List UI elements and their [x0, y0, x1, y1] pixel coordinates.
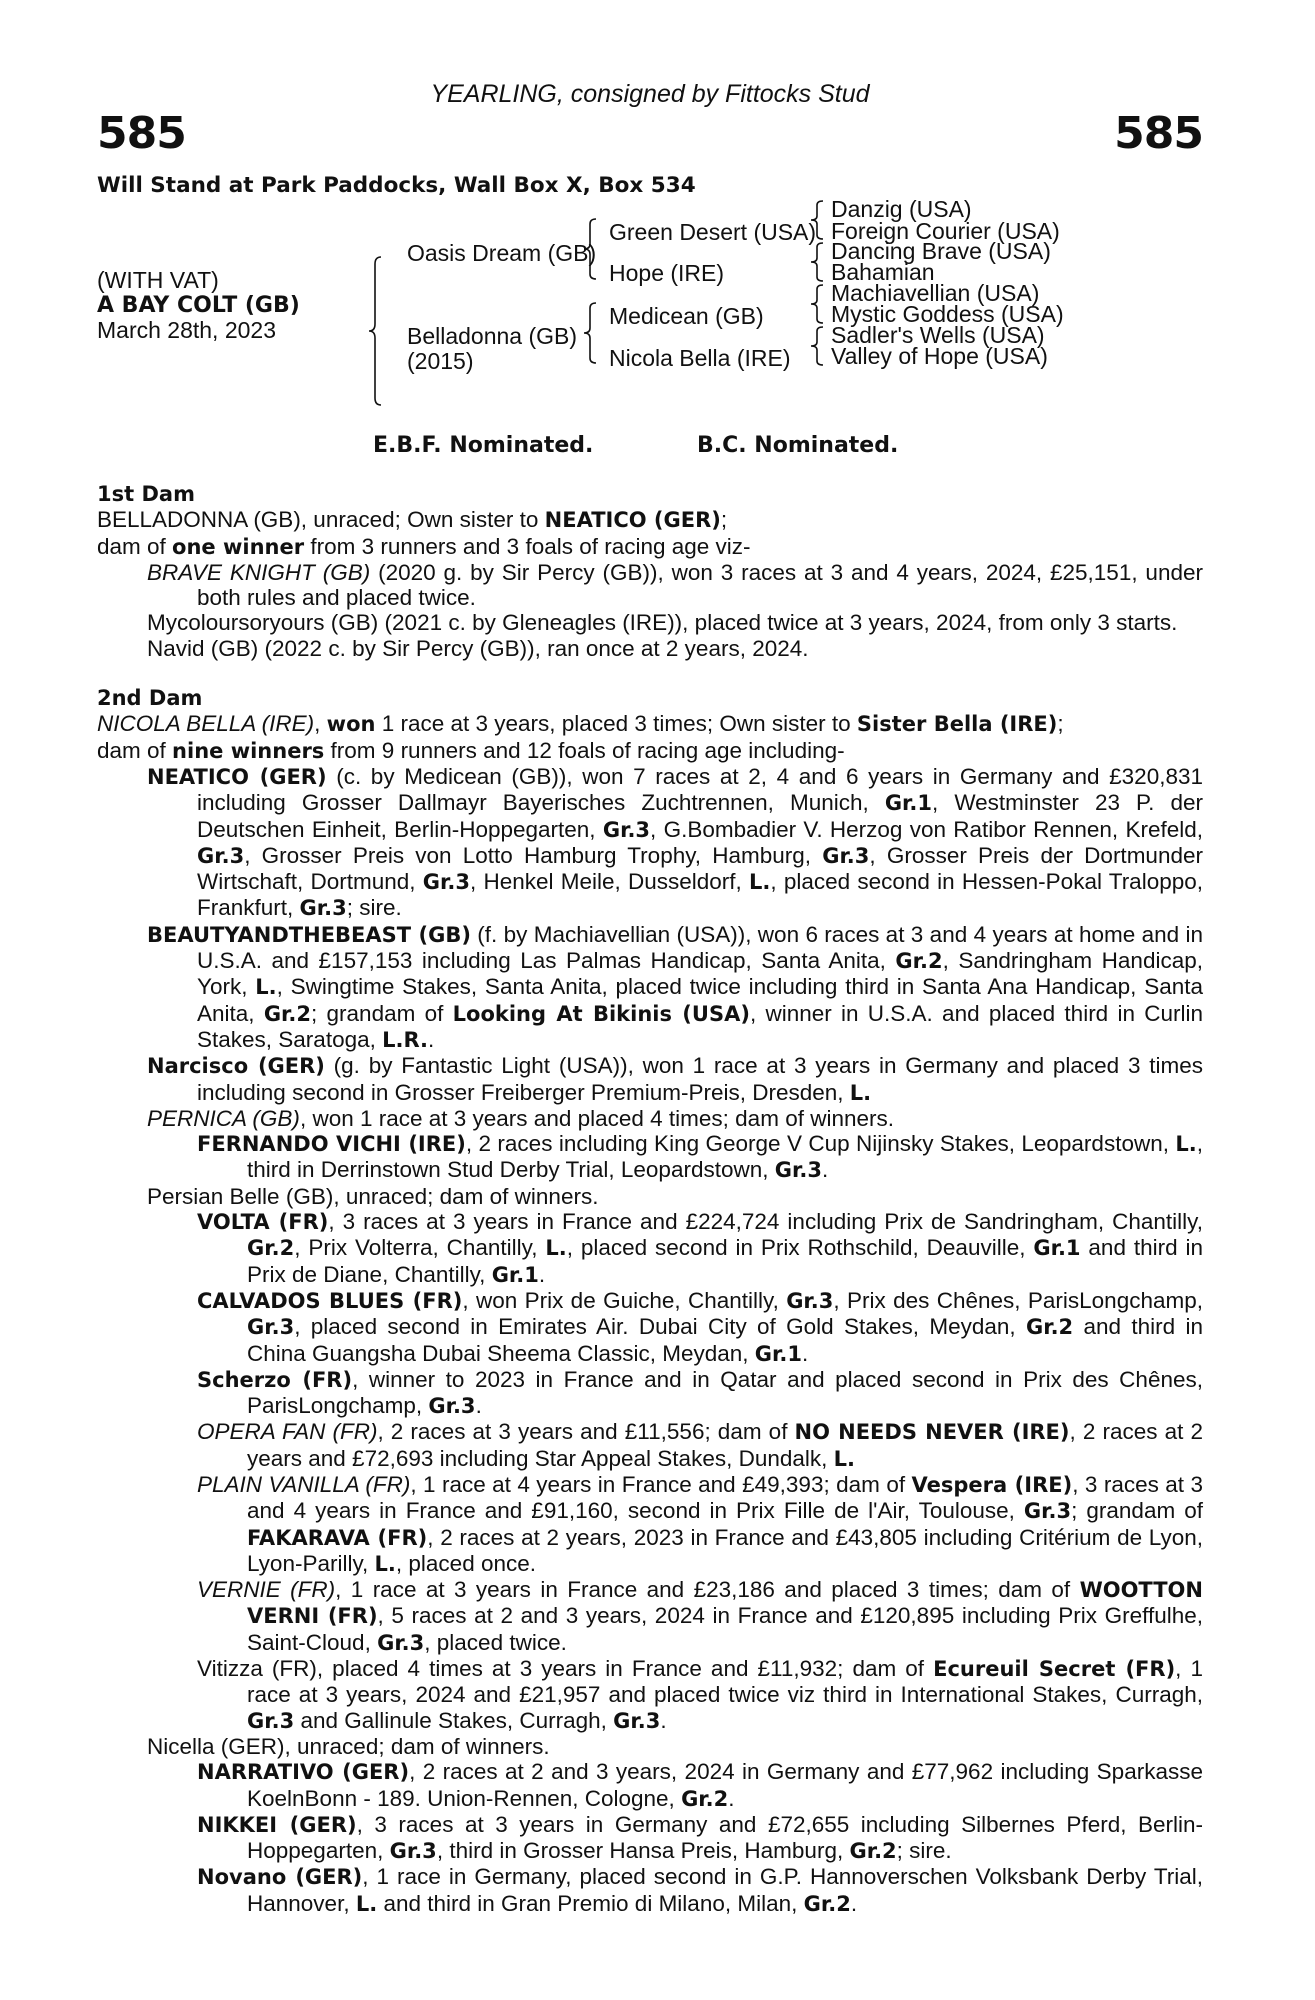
second-dam-line-1: NICOLA BELLA (IRE), won 1 race at 3 years, placed 3 times; Own sister to Sister Bella (IRE); [97, 711, 1064, 737]
progeny-scherzo: Scherzo (FR), winner to 2023 in France and in Qatar and placed second in Prix des Chênes, ParisLongchamp, Gr.3. [197, 1366, 1203, 1419]
dam-sire: Medicean (GB) [609, 303, 764, 329]
progeny-volta: VOLTA (FR), 3 races at 3 years in France and £224,724 including Prix de Sandringham, Chantilly, Gr.2, Prix Volterra, Chantilly, L., placed second in Prix Rothschild, Deauville, Gr.1 and third in Prix de Diane, Chantilly, Gr.1. [197, 1209, 1204, 1287]
first-dam-heading: 1st Dam [97, 482, 195, 506]
progeny-fernando-vichi: FERNANDO VICHI (IRE), 2 races including King George V Cup Nijinsky Stakes, Leopardstown, L., third in Derrinstown Stud Derby Trial, Leopardstown, Gr.3. [197, 1131, 1203, 1183]
consignment-line: YEARLING, consigned by Fittocks Stud [430, 80, 870, 108]
progeny-narrativo: NARRATIVO (GER), 2 races at 2 and 3 years, 2024 in Germany and £77,962 including Sparkasse KoelnBonn - 189. Union-Rennen, Cologne, Gr.2. [197, 1759, 1203, 1811]
dam-year: (2015) [407, 348, 474, 374]
progeny-nikkei: NIKKEI (GER), 3 races at 3 years in Germany and £72,655 including Silbernes Pferd, Berlin-Hoppegarten, Gr.3, third in Grosser Hansa Preis, Hamburg, Gr.2; sire. [197, 1811, 1203, 1864]
brace-g3 [809, 284, 827, 324]
lot-number-left: 585 [97, 108, 186, 159]
progeny-plain-vanilla: PLAIN VANILLA (FR), 1 race at 4 years in France and £49,393; dam of Vespera (IRE), 3 races at 3 and 4 years in France and £91,160, second in Prix Fille de l'Air, Toulouse, Gr.3; grandam of FAKARAVA (FR), 2 races at 2 years, 2023 in France and £43,805 including Critérium de Lyon, Lyon-Parilly, L., placed once. [197, 1471, 1204, 1576]
second-dam-line-2: dam of nine winners from 9 runners and 12 foals of racing age including- [97, 737, 845, 763]
ancestor-8: Valley of Hope (USA) [831, 343, 1048, 369]
progeny-pernica: PERNICA (GB), won 1 race at 3 years and placed 4 times; dam of winners. [147, 1105, 894, 1131]
progeny-persian-belle: Persian Belle (GB), unraced; dam of winners. [147, 1183, 599, 1209]
progeny-opera-fan: OPERA FAN (FR), 2 races at 3 years and £11,556; dam of NO NEEDS NEVER (IRE), 2 races at 2 years and £72,693 including Star Appeal Stakes, Dundalk, L. [197, 1419, 1203, 1471]
brace-g1 [809, 200, 827, 240]
dam-dam: Nicola Bella (IRE) [609, 345, 791, 371]
foaling-date: March 28th, 2023 [97, 317, 277, 343]
ancestor-4: Bahamian [831, 259, 935, 285]
brace-dam-parents [582, 302, 600, 364]
second-dam-heading: 2nd Dam [97, 686, 203, 711]
ancestor-1: Danzig (USA) [831, 196, 972, 222]
subject-name: A BAY COLT (GB) [97, 293, 300, 318]
first-dam-progeny-2: Mycoloursoryours (GB) (2021 c. by Gleneagles (IRE)), placed twice at 3 years, 2024, from only 3 starts. [147, 610, 1178, 636]
ancestor-3: Dancing Brave (USA) [831, 238, 1051, 264]
brace-g4 [809, 326, 827, 366]
pedigree-table [97, 196, 1207, 426]
progeny-nicella: Nicella (GER), unraced; dam of winners. [147, 1733, 550, 1759]
sire-sire: Green Desert (USA) [609, 219, 817, 245]
progeny-narcisco: Narcisco (GER) (g. by Fantastic Light (USA)), won 1 race at 3 years in Germany and placed 3 times including second in Grosser Freiberger Premium-Preis, Dresden, L. [147, 1053, 1203, 1105]
catalogue-body [97, 482, 1203, 1917]
lot-number-right: 585 [1114, 108, 1203, 159]
sire-name: Oasis Dream (GB) [407, 240, 597, 266]
catalogue-page [97, 0, 1203, 2000]
ancestor-5: Machiavellian (USA) [831, 280, 1040, 306]
ancestor-7: Sadler's Wells (USA) [831, 322, 1045, 348]
progeny-calvados-blues: CALVADOS BLUES (FR), won Prix de Guiche, Chantilly, Gr.3, Prix des Chênes, ParisLongchamp, Gr.3, placed second in Emirates Air. Dubai City of Gold Stakes, Meydan, Gr.2 and third in China Guangsha Dubai Sheema Classic, Meydan, Gr.1. [197, 1287, 1203, 1366]
progeny-vitizza: Vitizza (FR), placed 4 times at 3 years in France and £11,932; dam of Ecureuil Secret (FR), 1 race at 3 years, 2024 and £21,957 and placed twice viz third in International Stakes, Curragh, Gr.3 and Gallinule Stakes, Curragh, Gr.3. [197, 1656, 1203, 1733]
brace-sire-parents [582, 218, 600, 280]
first-dam-line-1: BELLADONNA (GB), unraced; Own sister to NEATICO (GER); [97, 507, 728, 533]
ebf-nomination: E.B.F. Nominated. [373, 433, 594, 458]
brace-sire-dam [367, 256, 385, 406]
progeny-vernie: VERNIE (FR), 1 race at 3 years in France and £23,186 and placed 3 times; dam of WOOTTON VERNI (FR), 5 races at 2 and 3 years, 2024 in France and £120,895 including Prix Greffulhe, Saint-Cloud, Gr.3, placed twice. [197, 1577, 1203, 1655]
vat-note: (WITH VAT) [97, 267, 219, 293]
bc-nomination: B.C. Nominated. [697, 433, 899, 458]
brace-g2 [809, 242, 827, 282]
stand-location: Will Stand at Park Paddocks, Wall Box X, Box 534 [97, 173, 696, 198]
ancestor-6: Mystic Goddess (USA) [831, 301, 1064, 327]
dam-name: Belladonna (GB) [407, 323, 578, 349]
ancestor-2: Foreign Courier (USA) [831, 218, 1060, 244]
first-dam-progeny-3: Navid (GB) (2022 c. by Sir Percy (GB)), ran once at 2 years, 2024. [147, 635, 809, 661]
sire-dam: Hope (IRE) [609, 260, 725, 286]
first-dam-line-2: dam of one winner from 3 runners and 3 foals of racing age viz- [97, 533, 751, 559]
progeny-novano: Novano (GER), 1 race in Germany, placed second in G.P. Hannoverschen Volksbank Derby Trial, Hannover, L. and third in Gran Premio di Milano, Milan, Gr.2. [197, 1864, 1204, 1916]
progeny-neatico: NEATICO (GER) (c. by Medicean (GB)), won 7 races at 2, 4 and 6 years in Germany and £320,831 including Grosser Dallmayr Bayerisches Zuchtrennen, Munich, Gr.1, Westminster 23 P. der Deutschen Einheit, Berlin-Hoppegarten, Gr.3, G.Bombadier V. Herzog von Ratibor Rennen, Krefeld, Gr.3, Grosser Preis von Lotto Hamburg Trophy, Hamburg, Gr.3, Grosser Preis der Dortmunder Wirtschaft, Dortmund, Gr.3, Henkel Meile, Dusseldorf, L., placed second in Hessen-Pokal Traloppo, Frankfurt, Gr.3; sire. [147, 763, 1203, 921]
progeny-beautyandthebeast: BEAUTYANDTHEBEAST (GB) (f. by Machiavellian (USA)), won 6 races at 3 and 4 years at home and in U.S.A. and £157,153 including Las Palmas Handicap, Santa Anita, Gr.2, Sandringham Handicap, York, L., Swingtime Stakes, Santa Anita, placed twice including third in Santa Ana Handicap, Santa Anita, Gr.2; grandam of Looking At Bikinis (USA), winner in U.S.A. and placed third in Curlin Stakes, Saratoga, L.R.. [147, 921, 1204, 1052]
first-dam-progeny-1: BRAVE KNIGHT (GB) (2020 g. by Sir Percy (GB)), won 3 races at 3 and 4 years, 2024, £25,151, under both rules and placed twice. [147, 559, 1203, 611]
